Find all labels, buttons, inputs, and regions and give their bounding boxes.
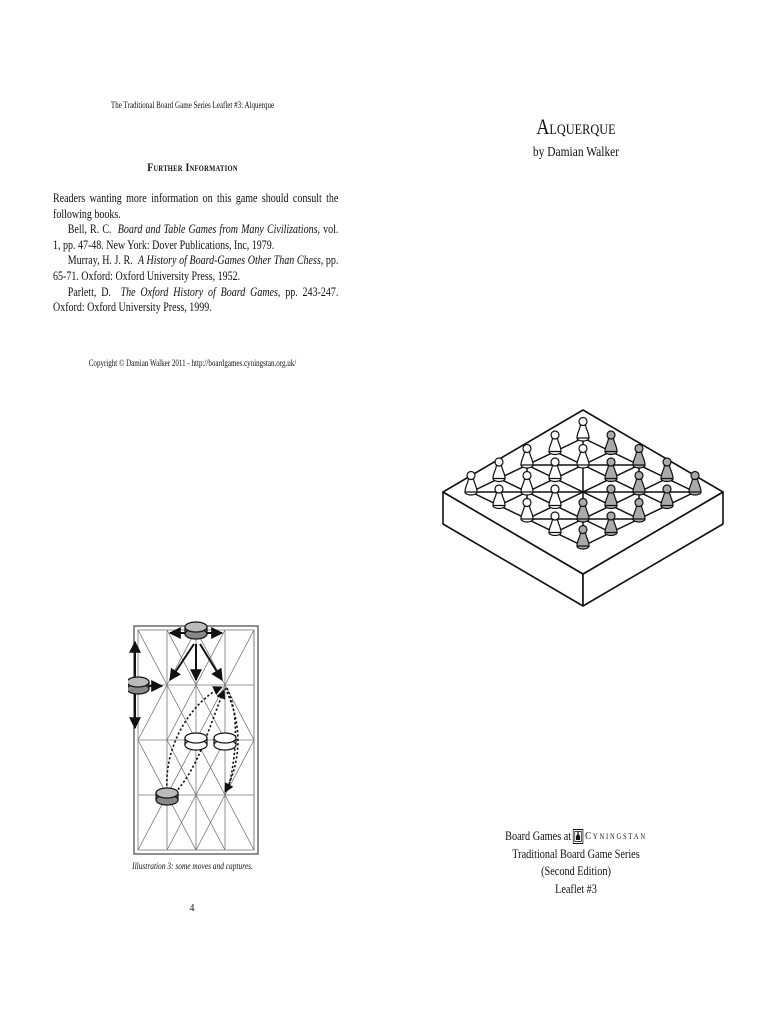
dark-pawn bbox=[689, 472, 701, 496]
light-piece-center-right bbox=[214, 733, 236, 750]
reference-title: Board and Table Games from Many Civilizations, bbox=[117, 222, 320, 237]
light-pawn bbox=[493, 458, 505, 482]
illustration-caption: Illustration 3: some moves and captures. bbox=[132, 862, 253, 872]
dark-pawn bbox=[605, 512, 617, 536]
dark-pawn bbox=[633, 445, 645, 469]
leaflet-number: Leaflet #3 bbox=[555, 881, 597, 896]
reference-details: pp. 243-247. Oxford: Oxford University Press, 1999. bbox=[53, 284, 339, 315]
light-pawn bbox=[521, 445, 533, 469]
cover-byline: by Damian Walker bbox=[532, 145, 620, 160]
dark-pawn bbox=[661, 458, 673, 482]
reference-author: Parlett, D. bbox=[67, 284, 111, 299]
reference-author: Murray, H. J. R. bbox=[67, 253, 133, 268]
reference-murray bbox=[53, 253, 338, 284]
light-pawn bbox=[549, 458, 561, 482]
light-pawn bbox=[493, 485, 505, 509]
dark-pawn bbox=[605, 431, 617, 455]
edition-label: (Second Edition) bbox=[541, 864, 611, 878]
alquerque-board-illustration bbox=[433, 360, 733, 644]
series-name: Traditional Board Game Series bbox=[512, 846, 640, 861]
dark-pawn bbox=[633, 472, 645, 496]
light-pawn bbox=[549, 431, 561, 455]
series-header: The Traditional Board Game Series Leaflet #3: Alquerque bbox=[110, 100, 275, 110]
reference-bell bbox=[53, 222, 338, 253]
reference-details: pp. 65-71. Oxford: Oxford University Press, 1952. bbox=[53, 253, 339, 283]
reference-details: vol. 1, pp. 47-48. New York: Dover Publications, Inc, 1979. bbox=[53, 222, 339, 252]
board-games-at-text: Board Games at bbox=[505, 829, 572, 843]
cyningstan-logo-icon bbox=[573, 829, 584, 844]
intro-paragraph: Readers wanting more information on this game should consult the following books. bbox=[53, 191, 339, 221]
reference-title: A History of Board-Games Other Than Chess, bbox=[137, 253, 324, 268]
section-title: Further Information bbox=[147, 160, 238, 174]
page-number: 4 bbox=[189, 903, 195, 914]
copyright-line: Copyright © Damian Walker 2011 - http://boardgames.cyningstan.org.uk/ bbox=[88, 359, 297, 369]
dark-pawn bbox=[605, 485, 617, 509]
dark-pawn bbox=[577, 526, 589, 550]
reference-parlett bbox=[53, 285, 338, 316]
moves-captures-diagram bbox=[128, 620, 264, 860]
light-pawn bbox=[521, 499, 533, 523]
dark-pawn bbox=[605, 458, 617, 482]
dark-piece-top bbox=[185, 622, 207, 639]
reference-author: Bell, R. C. bbox=[67, 222, 112, 237]
light-pawn bbox=[549, 485, 561, 509]
further-info-text bbox=[53, 191, 338, 316]
dark-piece-left bbox=[128, 677, 149, 694]
dark-pawn bbox=[577, 499, 589, 523]
light-pawn bbox=[549, 512, 561, 536]
dark-piece-bottom bbox=[156, 788, 178, 805]
light-pawn bbox=[465, 472, 477, 496]
publisher-line bbox=[489, 828, 663, 846]
light-pawn bbox=[577, 445, 589, 469]
light-piece-center-left bbox=[185, 733, 207, 750]
cyningstan-brand: Cyningstan bbox=[585, 830, 647, 842]
cover-footer bbox=[489, 828, 663, 898]
light-pawn bbox=[577, 418, 589, 442]
cover-title: Alquerque bbox=[536, 114, 616, 139]
dark-pawn bbox=[633, 499, 645, 523]
dark-pawn bbox=[661, 485, 673, 509]
reference-title: The Oxford History of Board Games, bbox=[120, 284, 281, 299]
light-pawn bbox=[521, 472, 533, 496]
